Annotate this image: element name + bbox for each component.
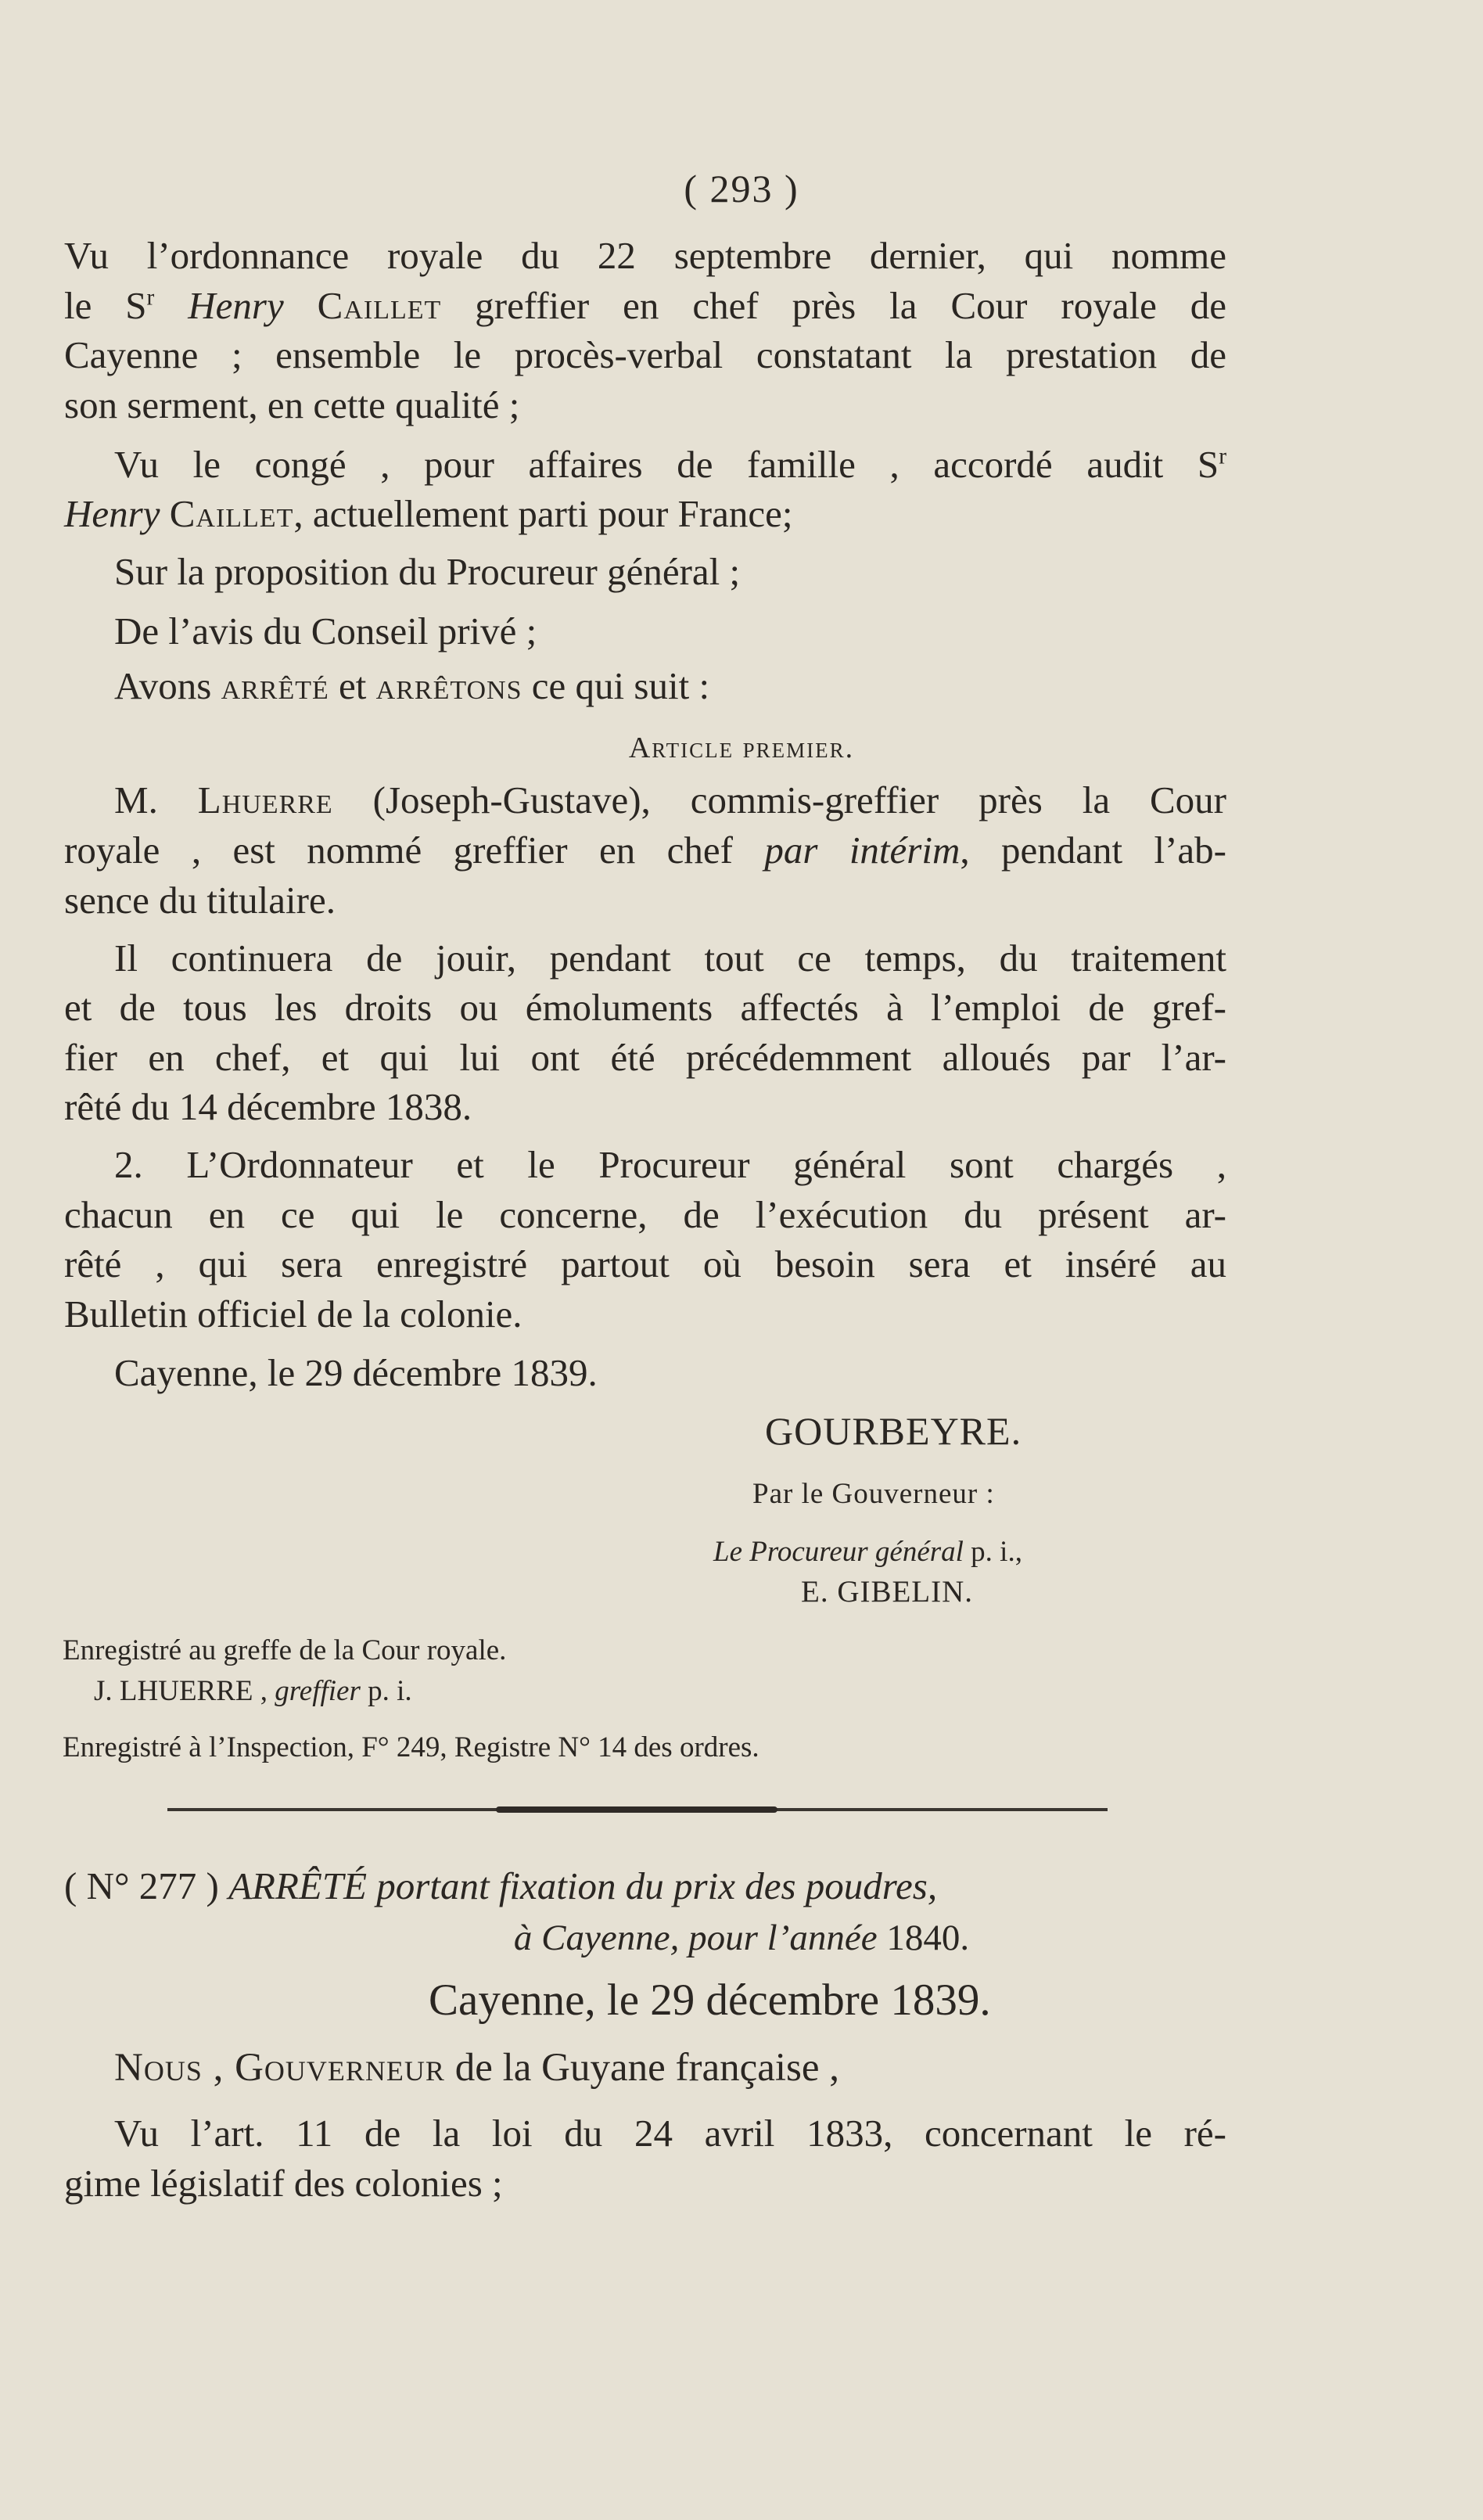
paragraph-line: rêté du 14 décembre 1838. xyxy=(64,1085,472,1128)
paragraph-line: Avons arrêté et arrêtons ce qui suit : xyxy=(114,664,710,707)
paragraph-line: Vu l’ordonnance royale du 22 septembre dernier, qui nomme xyxy=(64,234,1226,277)
paragraph-line: sence du titulaire. xyxy=(64,879,336,922)
registration-line: Enregistré à l’Inspection, F° 249, Registre N° 14 des ordres. xyxy=(63,1731,759,1763)
paragraph-line: De l’avis du Conseil privé ; xyxy=(114,609,537,652)
paragraph-line: Cayenne ; ensemble le procès-verbal constatant la prestation de xyxy=(64,333,1226,376)
paragraph-line: Bulletin officiel de la colonie. xyxy=(64,1292,522,1335)
next-arrete-title-line2: à Cayenne, pour l’année 1840. xyxy=(513,1918,970,1958)
paragraph-line: Vu l’art. 11 de la loi du 24 avril 1833, concernant le ré- xyxy=(114,2112,1226,2155)
next-arrete-title: ( N° 277 ) ARRÊTÉ portant fixation du prix des poudres, xyxy=(64,1864,938,1907)
paragraph-line: fier en chef, et qui lui ont été précédemment alloués par l’ar- xyxy=(64,1036,1226,1079)
paragraph-line: M. Lhuerre (Joseph-Gustave), commis-greffier près la Cour xyxy=(114,778,1227,821)
signatory-name: GOURBEYRE. xyxy=(765,1409,1022,1453)
article-heading: Article premier. xyxy=(628,732,855,764)
paragraph-line: Il continuera de jouir, pendant tout ce temps, du traitement xyxy=(114,936,1226,980)
paragraph-line: Sur la proposition du Procureur général ; xyxy=(114,550,741,593)
dateline: Cayenne, le 29 décembre 1839. xyxy=(114,1351,598,1394)
paragraph-line: Henry Caillet, actuellement parti pour France; xyxy=(64,492,793,535)
next-arrete-preamble: Nous , Gouverneur de la Guyane française , xyxy=(114,2046,840,2090)
paragraph-line: le $S^r$ Henry Caillet greffier en chef près la Cour royale de xyxy=(64,284,1227,327)
page-number: ( 293 ) xyxy=(684,167,799,210)
registration-line: J. LHUERRE , greffier p. i. xyxy=(94,1675,412,1707)
section-divider xyxy=(167,1808,1108,1811)
paragraph-line: et de tous les droits ou émoluments affectés à l’emploi de gref- xyxy=(64,986,1226,1029)
paragraph-line: royale , est nommé greffier en chef par intérim, pendant l’ab- xyxy=(64,829,1226,872)
paragraph-line: Vu le congé , pour affaires de famille , accordé audit $S^r$ xyxy=(114,443,1226,486)
paragraph-line: chacun en ce qui le concerne, de l’exécution du présent ar- xyxy=(64,1193,1226,1236)
paragraph-line: gime législatif des colonies ; xyxy=(64,2162,503,2205)
paragraph-line: son serment, en cette qualité ; xyxy=(64,383,520,426)
signature-by: Par le Gouverneur : xyxy=(752,1478,995,1510)
paragraph-line: rêté , qui sera enregistré partout où besoin sera et inséré au xyxy=(64,1242,1226,1285)
paragraph-line: 2. L’Ordonnateur et le Procureur général sont chargés , xyxy=(114,1143,1226,1186)
next-arrete-date: Cayenne, le 29 décembre 1839. xyxy=(429,1975,991,2025)
signature-role: Le Procureur général p. i., xyxy=(713,1536,1022,1568)
registration-line: Enregistré au greffe de la Cour royale. xyxy=(63,1634,507,1666)
countersign-name: E. GIBELIN. xyxy=(801,1575,974,1609)
